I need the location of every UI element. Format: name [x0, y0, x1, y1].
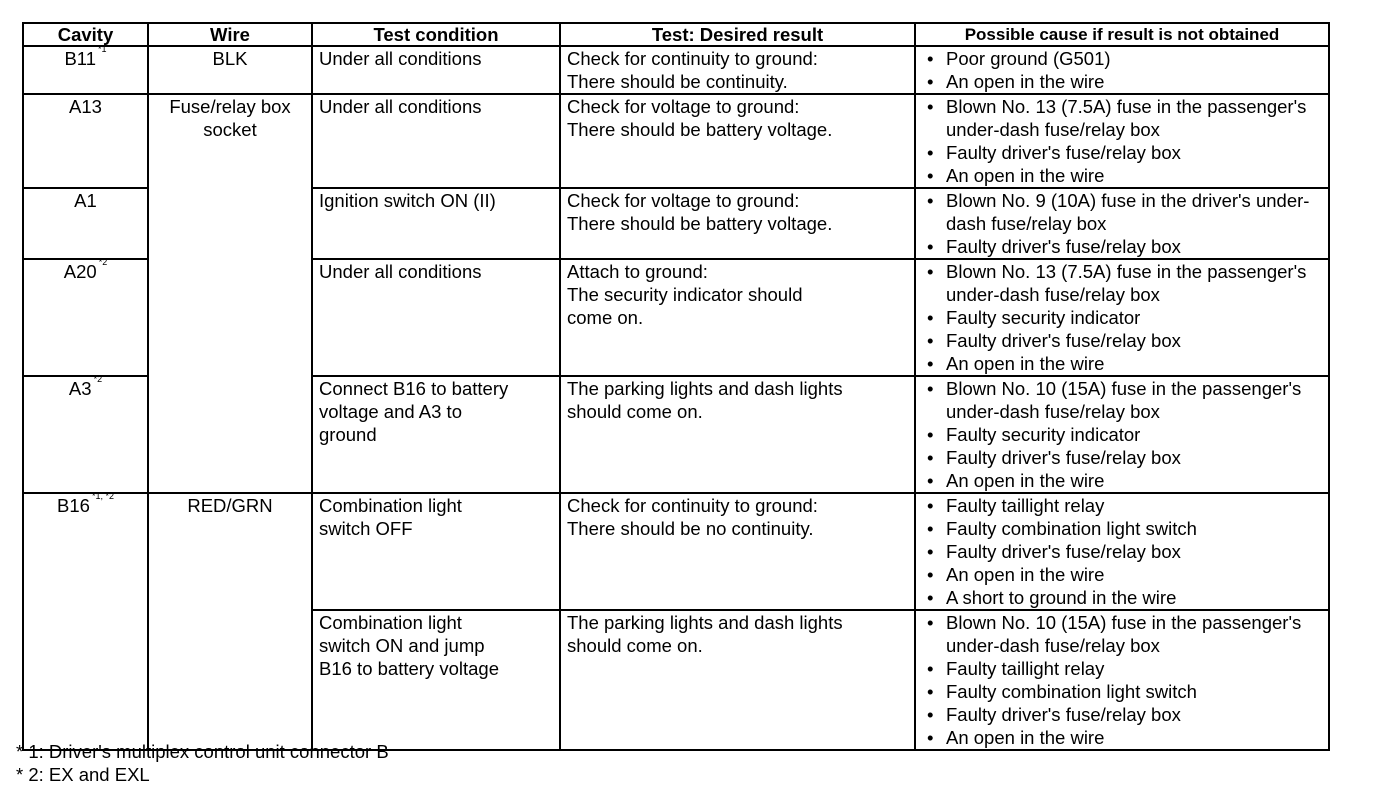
- result-line: There should be battery voltage.: [567, 119, 833, 140]
- condition-cell: [312, 46, 560, 94]
- condition-cell: [312, 188, 560, 259]
- cause-item: • An open in the wire: [922, 726, 1322, 749]
- cause-item: • Faulty security indicator: [922, 306, 1322, 329]
- cause-cell: [915, 259, 1329, 376]
- cause-item: • Faulty driver's fuse/relay box: [922, 235, 1322, 258]
- cause-cell: [915, 46, 1329, 94]
- footnote-2: * 2: EX and EXL: [16, 764, 150, 785]
- condition-cell: [312, 493, 560, 610]
- condition-line: Combination light: [319, 495, 462, 516]
- cavity-cell: [23, 376, 148, 493]
- cause-item: • Faulty taillight relay: [922, 657, 1322, 680]
- cavity-label: B16: [57, 495, 90, 516]
- cause-item: • Faulty driver's fuse/relay box: [922, 540, 1322, 563]
- cause-item: • Blown No. 10 (15A) fuse in the passenger's under-dash fuse/relay box: [922, 611, 1322, 657]
- table-row: [23, 94, 1329, 188]
- cause-item: • An open in the wire: [922, 563, 1322, 586]
- cause-item: • Blown No. 13 (7.5A) fuse in the passenger's under-dash fuse/relay box: [922, 260, 1322, 306]
- result-cell: [560, 610, 915, 750]
- footnote-1: * 1: Driver's multiplex control unit connector B: [16, 741, 389, 762]
- cause-item: • An open in the wire: [922, 352, 1322, 375]
- cause-cell: [915, 493, 1329, 610]
- result-line: Check for continuity to ground:: [567, 48, 818, 69]
- result-cell: [560, 94, 915, 188]
- result-cell: [560, 259, 915, 376]
- result-line: Check for voltage to ground:: [567, 96, 800, 117]
- result-line: There should be battery voltage.: [567, 213, 833, 234]
- header-possible-cause: Possible cause if result is not obtained: [915, 23, 1329, 46]
- condition-line: switch ON and jump: [319, 635, 485, 656]
- condition-line: Ignition switch ON (II): [319, 190, 496, 211]
- cavity-footnote: *2: [93, 374, 103, 384]
- cavity-cell: [23, 493, 148, 750]
- condition-line: Combination light: [319, 612, 462, 633]
- cause-item: • Blown No. 13 (7.5A) fuse in the passenger's under-dash fuse/relay box: [922, 95, 1322, 141]
- cavity-label: B11: [64, 48, 97, 69]
- cause-item: • Faulty driver's fuse/relay box: [922, 703, 1322, 726]
- wire-cell: BLK: [148, 46, 312, 94]
- condition-line: Under all conditions: [319, 261, 482, 282]
- cavity-label: A13: [69, 96, 102, 117]
- wire-cell: RED/GRN: [148, 493, 312, 750]
- condition-cell: [312, 259, 560, 376]
- header-test-condition: Test condition: [312, 23, 560, 46]
- cause-item: • A short to ground in the wire: [922, 586, 1322, 609]
- cause-item: • Faulty taillight relay: [922, 494, 1322, 517]
- cavity-label: A1: [74, 190, 97, 211]
- result-line: There should be no continuity.: [567, 518, 814, 539]
- result-line: The parking lights and dash lights: [567, 612, 843, 633]
- result-line: Check for continuity to ground:: [567, 495, 818, 516]
- condition-line: switch OFF: [319, 518, 413, 539]
- header-wire: Wire: [148, 23, 312, 46]
- table-row: [23, 46, 1329, 94]
- cause-item: • Faulty driver's fuse/relay box: [922, 141, 1322, 164]
- condition-cell: [312, 376, 560, 493]
- condition-line: Under all conditions: [319, 48, 482, 69]
- test-table: [22, 22, 1330, 751]
- cause-cell: [915, 610, 1329, 750]
- wire-cell: Fuse/relay box socket: [148, 94, 312, 493]
- result-cell: [560, 493, 915, 610]
- condition-cell: [312, 610, 560, 750]
- condition-line: ground: [319, 424, 377, 445]
- header-desired-result: Test: Desired result: [560, 23, 915, 46]
- condition-line: voltage and A3 to: [319, 401, 462, 422]
- cavity-footnote: *1: [98, 44, 107, 54]
- cavity-label: A3: [68, 378, 92, 399]
- cause-item: • Poor ground (G501): [922, 47, 1322, 70]
- result-line: The security indicator should: [567, 284, 803, 305]
- cavity-cell: [23, 259, 148, 376]
- cause-item: • Faulty combination light switch: [922, 680, 1322, 703]
- result-line: Attach to ground:: [567, 261, 708, 282]
- cavity-footnote: *1, *2: [91, 491, 114, 501]
- footnotes: [16, 740, 389, 786]
- cause-cell: [915, 94, 1329, 188]
- cause-cell: [915, 188, 1329, 259]
- cavity-footnote: *2: [98, 257, 108, 267]
- cause-item: • Faulty security indicator: [922, 423, 1322, 446]
- result-line: come on.: [567, 307, 644, 328]
- result-line: There should be continuity.: [567, 71, 788, 92]
- cause-item: • Blown No. 10 (15A) fuse in the passenger's under-dash fuse/relay box: [922, 377, 1322, 423]
- condition-cell: [312, 94, 560, 188]
- result-cell: [560, 46, 915, 94]
- cause-item: • Blown No. 9 (10A) fuse in the driver's under-dash fuse/relay box: [922, 189, 1322, 235]
- cause-item: • An open in the wire: [922, 469, 1322, 492]
- header-row: [23, 23, 1329, 46]
- cavity-cell: [23, 188, 148, 259]
- cause-item: • An open in the wire: [922, 70, 1322, 93]
- cause-item: • An open in the wire: [922, 164, 1322, 187]
- table-row: [23, 493, 1329, 610]
- header-cavity: Cavity: [23, 23, 148, 46]
- cavity-cell: [23, 94, 148, 188]
- result-cell: [560, 376, 915, 493]
- result-line: should come on.: [567, 401, 703, 422]
- result-line: Check for voltage to ground:: [567, 190, 800, 211]
- cause-item: • Faulty driver's fuse/relay box: [922, 329, 1322, 352]
- cavity-label: A20: [63, 261, 97, 282]
- cause-item: • Faulty combination light switch: [922, 517, 1322, 540]
- result-line: The parking lights and dash lights: [567, 378, 843, 399]
- condition-line: B16 to battery voltage: [319, 658, 499, 679]
- condition-line: Under all conditions: [319, 96, 482, 117]
- result-cell: [560, 188, 915, 259]
- condition-line: Connect B16 to battery: [319, 378, 509, 399]
- cause-cell: [915, 376, 1329, 493]
- cavity-cell: [23, 46, 148, 94]
- cause-item: • Faulty driver's fuse/relay box: [922, 446, 1322, 469]
- result-line: should come on.: [567, 635, 703, 656]
